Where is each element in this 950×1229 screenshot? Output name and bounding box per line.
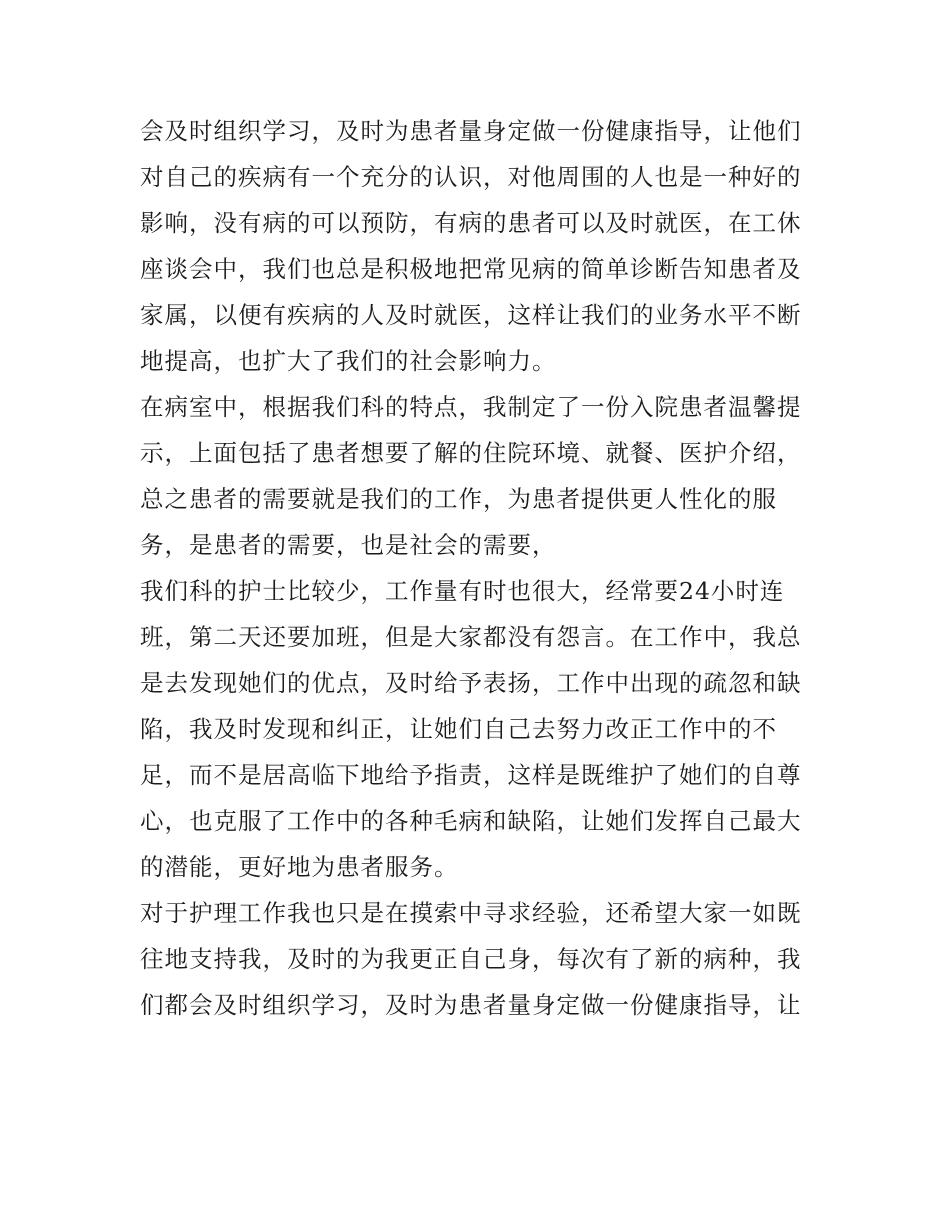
text-line: 是去发现她们的优点，及时给予表扬，工作中出现的疏忽和缺	[140, 669, 802, 697]
document-body	[140, 108, 820, 1028]
text-line: 座谈会中，我们也总是积极地把常见病的简单诊断告知患者及	[140, 255, 802, 283]
text-line: 班，第二天还要加班，但是大家都没有怨言。在工作中，我总	[140, 623, 802, 651]
text-line: 在病室中，根据我们科的特点，我制定了一份入院患者温馨提	[140, 393, 802, 421]
text-line: 对自己的疾病有一个充分的认识，对他周围的人也是一种好的	[140, 163, 802, 191]
text-line: 心，也克服了工作中的各种毛病和缺陷，让她们发挥自己最大	[140, 807, 802, 835]
text-line: 影响，没有病的可以预防，有病的患者可以及时就医，在工休	[140, 209, 802, 237]
text-line: 足，而不是居高临下地给予指责，这样是既维护了她们的自尊	[140, 761, 802, 789]
text-line: 务，是患者的需要，也是社会的需要，	[140, 531, 557, 559]
text-line: 会及时组织学习，及时为患者量身定做一份健康指导，让他们	[140, 117, 802, 145]
text-line: 地提高，也扩大了我们的社会影响力。	[140, 347, 557, 375]
text-line: 的潜能，更好地为患者服务。	[140, 853, 459, 881]
text-line: 家属，以便有疾病的人及时就医，这样让我们的业务水平不断	[140, 301, 802, 329]
text-line: 总之患者的需要就是我们的工作，为患者提供更人性化的服	[140, 485, 777, 513]
text-line: 们都会及时组织学习，及时为患者量身定做一份健康指导，让	[140, 991, 802, 1019]
text-line: 往地支持我，及时的为我更正自己身，每次有了新的病种，我	[140, 945, 802, 973]
text-line: 示，上面包括了患者想要了解的住院环境、就餐、医护介绍，	[140, 439, 802, 467]
text-line: 我们科的护士比较少，工作量有时也很大，经常要24小时连	[140, 577, 785, 605]
text-line: 陷，我及时发现和纠正，让她们自己去努力改正工作中的不	[140, 715, 777, 743]
text-line: 对于护理工作我也只是在摸索中寻求经验，还希望大家一如既	[140, 899, 802, 927]
